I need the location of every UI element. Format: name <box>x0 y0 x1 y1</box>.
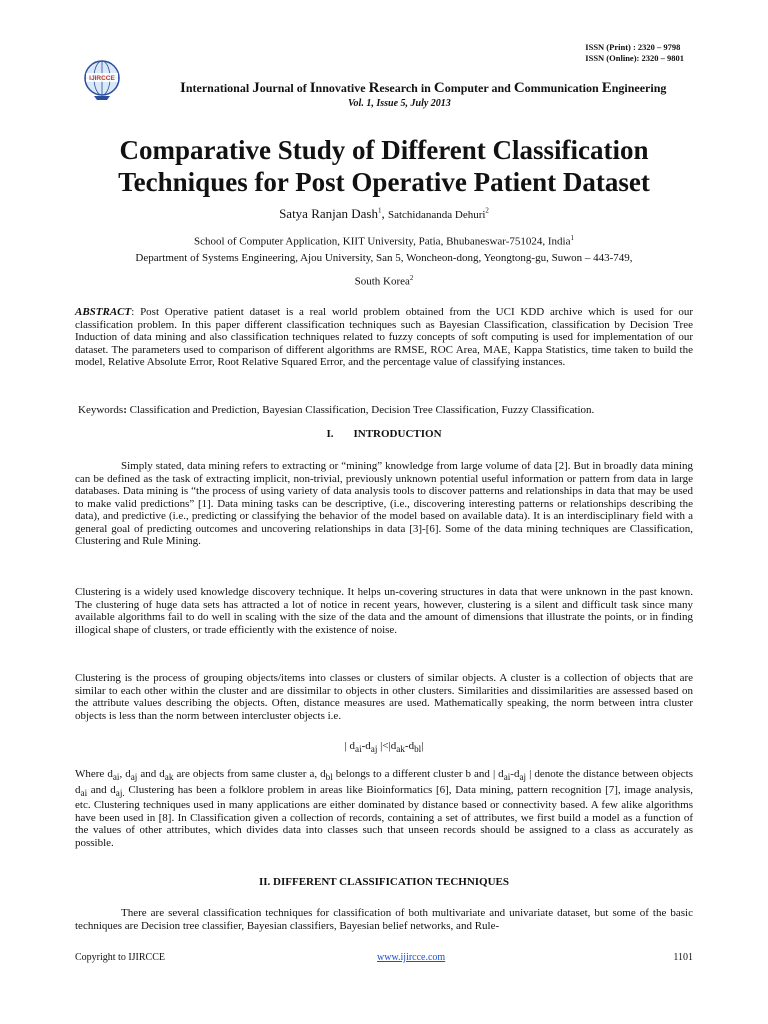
author-2: Satchidananda Dehuri <box>387 209 486 221</box>
affiliation-1: School of Computer Application, KIIT University, Patia, Bhubaneswar-751024, India$^1$ <box>194 234 574 248</box>
abstract: ABSTRACT: Post Operative patient dataset is a real world problem obtained from the UCI KDD archive which is used for our classification problem. In this paper different classification techniques such as Bayesian Classification, classification by Decision Tree Induction of data mining and also classification techniques related to fuzzy concepts of soft computing is used for implementation of our dataset. The parameters used to comparison of different algorithms are RMSE, ROC Area, MAE, Kappa Statistics, time taken to build the model, Relative Absolute Error, Root Relative Squared Error, and the percentage value of classifying instances. <box>75 306 693 368</box>
issn-online: ISSN (Online): 2320 – 9801 <box>585 53 684 63</box>
paper-title <box>40 134 728 198</box>
footer-url-link[interactable]: www.ijircce.com <box>377 952 446 963</box>
footer-copyright: Copyright to IJIRCCE <box>75 952 166 963</box>
classification-paragraph-1: There are several classification techniques for classification of both multivariate and univariate dataset, but some of the basic techniques are Decision tree classifier, Bayesian classifiers, Bayesian belief networks, and Rule- <box>75 907 693 932</box>
title-line-1: Comparative Study of Different Classification <box>119 135 649 165</box>
author-1: Satya Ranjan Dash <box>279 206 378 221</box>
journal-logo-icon <box>80 58 124 102</box>
intro-paragraph-3: Clustering is the process of grouping objects/items into classes or clusters of similar objects. A cluster is a collection of objects that are similar to each other within the cluster and are dissimilar to objects in other clusters. Similarities and dissimilarities are assessed based on the attribute values describing the objects. Often, distance measures are used. Mathematically speaking, the norm between intra cluster objects is less than the norm between intercluster objects i.e. <box>75 672 693 722</box>
intro-paragraph-2: Clustering is a widely used knowledge discovery technique. It helps un-covering structures in data that were unknown in the past known. The clustering of huge data sets has attracted a lot of notice in recent years, however, clustering is a silent and difficult task since many available algorithms fail to do well in scaling with the size of the data and the amount of dimensions that illustrate the points, or in finding illogical shape of clusters, or trade efficiently with the existence of noise. <box>75 586 693 636</box>
journal-name: International Journal of Innovative Research in Computer and Communication Engineering <box>180 80 667 96</box>
keywords: Keywords: Classification and Prediction, Bayesian Classification, Decision Tree Classification, Fuzzy Classification. <box>78 404 595 416</box>
authors: Satya Ranjan Dash$^1$, Satchidananda Dehuri$^2$ <box>279 206 489 221</box>
section-2-heading: II. DIFFERENT CLASSIFICATION TECHNIQUES <box>258 876 509 888</box>
abstract-label: ABSTRACT <box>75 306 132 318</box>
affiliation-2: Department of Systems Engineering, Ajou University, San 5, Woncheon-dong, Yeongtong-gu, Suwon – 443-749, South Korea$^2$ <box>135 252 633 288</box>
journal-volume: Vol. 1, Issue 5, July 2013 <box>348 98 451 109</box>
issn-print: ISSN (Print) : 2320 – 9798 <box>585 42 681 52</box>
keywords-label: Keywords <box>78 404 124 416</box>
issn-block <box>585 42 684 64</box>
section-1-heading: I. INTRODUCTION <box>326 428 442 440</box>
footer-page-number: 1101 <box>673 952 693 963</box>
intro-paragraph-1: Simply stated, data mining refers to extracting or “mining” knowledge from large volume of data [2]. But in broadly data mining can be defined as the task of extracting implicit, non-trivial, previously unknown potential useful information or pattern from data in large databases. Data mining is “the process of using variety of data analysis tools to discover patterns and relationships in data that may be used to make valid predictions” [1]. Data mining tasks can be descriptive, (i.e., discovering interesting patterns or relationships describing the data), and predictive (i.e., predicting or classifying the behavior of the model based on available data). It is an interdisciplinary field with a general goal of predicting outcomes and uncovering relationships in data [3]-[6]. Some of the data mining techniques are Classification, Clustering and Rule Mining. <box>75 460 693 547</box>
title-line-2: Techniques for Post Operative Patient Dataset <box>118 167 650 197</box>
distance-formula: | $d_{ai}-d_{aj}$ $|<|d_{ak}-d_{bl}|$ <box>344 740 424 755</box>
logo-text: IJIRCCE <box>89 75 115 82</box>
intro-paragraph-4: Where $d_{ai}$, $d_{aj}$ and $d_{ak}$ are objects from same cluster a, $d_{bl}$ belongs to a different cluster b and | $d_{ai}-d_{aj}$ | denote the distance between objects $d_{ai}$ and $d_{aj.}$ Clustering has been a folklore problem in areas like Bioinformatics [6], Data mining, pattern recognition [7], image analysis, etc. Clustering techniques used in many applications are either dominated by distance based or connectivity based. A few alike algorithms have been used in [8]. In Classification given a collection of records, containing a set of attributes, we first build a model as a function of the values of other attributes, which divides data into classes such that unseen records should be assigned to a class as accurately as possible. <box>75 768 694 849</box>
